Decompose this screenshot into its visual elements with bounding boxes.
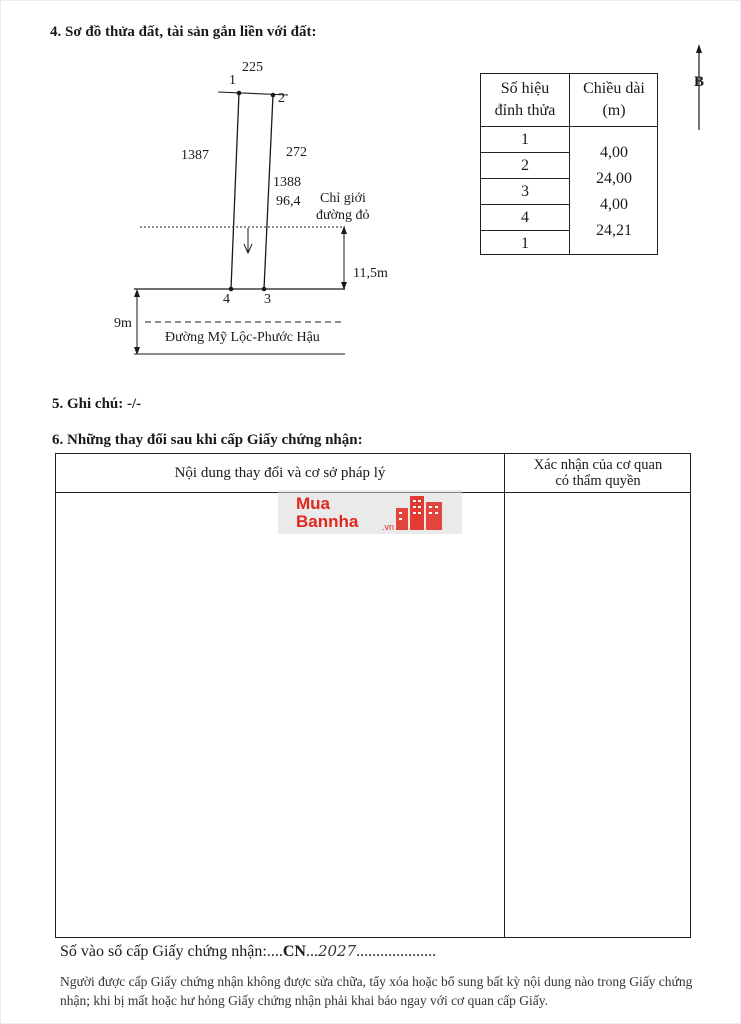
register-code: CN: [282, 943, 306, 960]
register-prefix: Số vào sổ cấp Giấy chứng nhận:: [60, 943, 267, 960]
vertex-cell: 1: [521, 235, 529, 252]
north-arrow-icon: [689, 44, 709, 134]
authority-header-line2: có thẩm quyền: [555, 473, 641, 489]
vertex-length-table: [480, 73, 658, 255]
vertex-label-3: 3: [264, 292, 271, 307]
vertex-dot-3: [262, 287, 267, 292]
parcel-area: 96,4: [276, 194, 301, 209]
vertex-cell: 1: [521, 131, 529, 148]
authority-confirmation-header: [504, 457, 692, 489]
watermark-text-bannha: Bannha: [296, 512, 359, 531]
vertex-label-1: 1: [229, 73, 236, 88]
vertex-cell: 3: [521, 183, 529, 200]
length-cell: 4,00: [600, 196, 628, 213]
changes-content-header: Nội dung thay đổi và cơ sở pháp lý: [174, 465, 386, 481]
header-length-line1: Chiều dài: [583, 80, 645, 97]
certificate-notice: Người được cấp Giấy chứng nhận không được sửa chữa, tẩy xóa hoặc bổ sung bất kỳ nội dung nào trong Giấy chứng nhận; khi bị mất hoặc hư hỏng Giấy chứng nhận phải khai báo ngay với cơ quan cấp Giấy.: [60, 974, 693, 1008]
table-header-length: [569, 78, 659, 122]
parcel-right-boundary: [264, 95, 273, 289]
length-cell: 24,21: [596, 222, 632, 239]
setback-label-line1: Chỉ giới: [320, 191, 366, 206]
arrow-up-icon: [134, 289, 140, 297]
length-cell: 4,00: [600, 144, 628, 161]
vertex-dot-2: [271, 93, 276, 98]
plot-diagram-heading: 4. Sơ đồ thửa đất, tài sản gắn liền với đất:: [50, 24, 317, 40]
register-number-handwritten: 2027: [317, 942, 357, 960]
top-edge-label: 225: [242, 60, 263, 75]
neighbor-parcel-left: 1387: [181, 148, 209, 163]
building-icon: [394, 492, 446, 532]
parcel-diagram: [0, 50, 420, 370]
register-number-line: Số vào sổ cấp Giấy chứng nhận:....CN...2027....................: [60, 942, 437, 960]
parcel-number: 1388: [273, 175, 301, 190]
watermark-text-mua: Mua: [296, 494, 330, 513]
vertex-dot-4: [229, 287, 234, 292]
vertex-label-2: 2: [278, 91, 285, 106]
vertex-dot-1: [237, 91, 242, 96]
notes-heading: 5. Ghi chú: -/-: [52, 396, 142, 412]
vertex-cell: 4: [521, 209, 529, 226]
setback-distance-label: 11,5m: [353, 266, 388, 281]
table-header-vertex: [481, 78, 569, 122]
vertex-cell: 2: [521, 157, 529, 174]
watermark-text-suffix: .vn: [382, 522, 395, 532]
changes-heading: 6. Những thay đổi sau khi cấp Giấy chứng nhận:: [52, 432, 363, 448]
road-name-label: Đường Mỹ Lộc-Phước Hậu: [165, 330, 320, 345]
neighbor-parcel-right: 272: [286, 145, 307, 160]
authority-header-line1: Xác nhận của cơ quan: [533, 457, 663, 473]
road-width-label: 9m: [114, 316, 132, 331]
header-vertex-line2: đỉnh thửa: [494, 102, 556, 119]
header-length-line2: (m): [602, 102, 626, 119]
setback-label-line2: đường đỏ: [316, 208, 370, 223]
vertex-label-4: 4: [223, 292, 230, 307]
length-cell: 24,00: [596, 170, 632, 187]
watermark-logo: [278, 490, 462, 534]
parcel-left-boundary: [231, 93, 239, 289]
header-vertex-line1: Số hiệu: [500, 80, 550, 97]
north-label: B: [693, 74, 705, 90]
